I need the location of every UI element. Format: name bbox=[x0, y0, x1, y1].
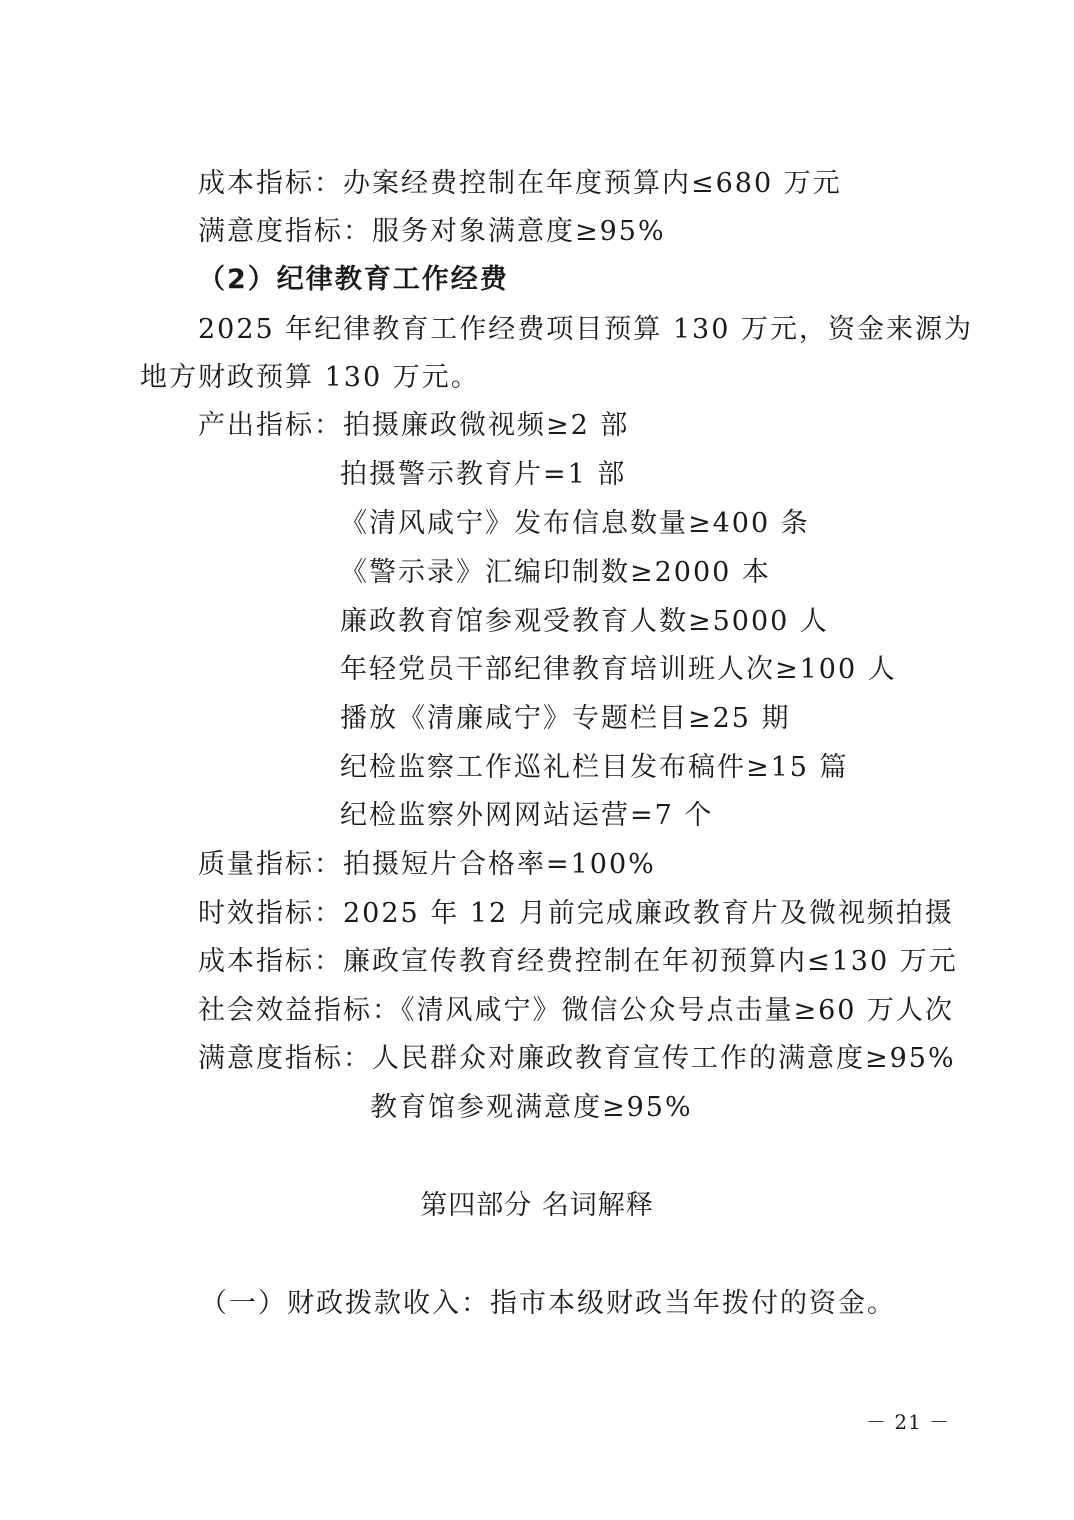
definition-line: （一）财政拨款收入：指市本级财政当年拨付的资金。 bbox=[200, 1288, 896, 1319]
page-number: － 21 － bbox=[866, 1410, 951, 1434]
line-output-indicator: 产出指标：拍摄廉政微视频≥2 部 bbox=[198, 410, 630, 441]
line-cost-indicator-2: 成本指标：廉政宣传教育经费控制在年初预算内≤130 万元 bbox=[198, 946, 958, 977]
line-satisfaction-item-2: 教育馆参观满意度≥95% bbox=[370, 1092, 693, 1123]
line-output-item-5: 廉政教育馆参观受教育人数≥5000 人 bbox=[340, 606, 829, 637]
line-cost-indicator-1: 成本指标：办案经费控制在年度预算内≤680 万元 bbox=[198, 168, 842, 199]
paragraph-budget-line2: 地方财政预算 130 万元。 bbox=[140, 362, 480, 393]
line-satisfaction-indicator-1: 满意度指标：服务对象满意度≥95% bbox=[198, 216, 666, 247]
paragraph-budget-line1: 2025 年纪律教育工作经费项目预算 130 万元，资金来源为 bbox=[198, 314, 973, 345]
line-output-item-9: 纪检监察外网网站运营=7 个 bbox=[340, 800, 714, 831]
section-heading: 第四部分 名词解释 bbox=[420, 1190, 654, 1221]
line-social-benefit-indicator: 社会效益指标：《清风咸宁》微信公众号点击量≥60 万人次 bbox=[198, 995, 955, 1026]
line-output-item-3: 《清风咸宁》发布信息数量≥400 条 bbox=[340, 508, 810, 539]
line-output-item-6: 年轻党员干部纪律教育培训班人次≥100 人 bbox=[340, 654, 897, 685]
line-output-item-7: 播放《清廉咸宁》专题栏目≥25 期 bbox=[340, 703, 791, 734]
line-quality-indicator: 质量指标：拍摄短片合格率=100% bbox=[198, 849, 656, 880]
line-output-item-8: 纪检监察工作巡礼栏目发布稿件≥15 篇 bbox=[340, 752, 849, 783]
line-satisfaction-indicator-2: 满意度指标：人民群众对廉政教育宣传工作的满意度≥95% bbox=[198, 1043, 956, 1074]
line-output-item-2: 拍摄警示教育片=1 部 bbox=[340, 459, 627, 490]
line-output-item-4: 《警示录》汇编印制数≥2000 本 bbox=[340, 557, 771, 588]
line-timeliness-indicator: 时效指标：2025 年 12 月前完成廉政教育片及微视频拍摄 bbox=[198, 898, 954, 929]
subsection-title: （2）纪律教育工作经费 bbox=[198, 264, 509, 295]
